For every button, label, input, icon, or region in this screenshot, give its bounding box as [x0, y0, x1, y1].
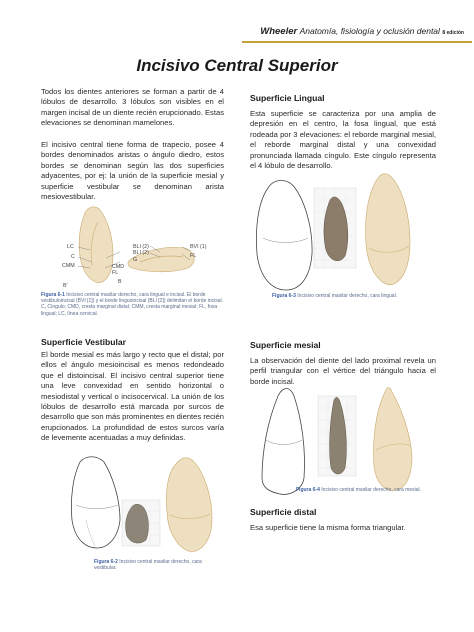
fig4-caption-title: Figura 6-4	[296, 487, 320, 493]
mesial-heading: Superficie mesial	[250, 340, 321, 350]
page-title: Incisivo Central Superior	[136, 56, 338, 75]
fig4-caption-text: Incisivo central maxilar derecho, cara mesial.	[321, 487, 422, 493]
mesial-text: La observación del diente del lado proximal revela un perfil triangular con el vértice del triángulo hacia el borde incisal.	[250, 356, 436, 386]
fig1-label: FL	[190, 253, 197, 259]
fig1-label: FL	[112, 270, 119, 276]
header-edition: 8 edición	[442, 30, 464, 36]
fig1-label: G	[133, 257, 138, 263]
vestibular-text: El borde mesial es más largo y recto que el distal; por ellos el ángulo mesioincisal es menos redondeado que el distoincisal. El incisivo central superior tiene una leve convexidad en sentido horizontal o mesiodistal y vertical o incisocervical. La unión de los lóbulos de desarrollo está marcada por surcos de desarrollo que son más prominentes en dientes recién erupcionados. La profundidad de estos surcos varía de levemente acentuadas a muy definidas.	[41, 350, 224, 443]
figure-6-4-caption	[296, 487, 436, 493]
fig1-label: LC	[67, 244, 74, 250]
intro-paragraph-1: Todos los dientes anteriores se forman a partir de 4 lóbulos de desarrollo. 3 lóbulos son visibles en el margen incisal de un diente recién erupcionado. Estas elevaciones se denominan mamelones.	[41, 87, 224, 128]
fig1-label: B'	[63, 283, 68, 289]
fig1-label: BLI (2)	[133, 244, 149, 250]
fig3-caption-title: Figura 6-3	[272, 293, 296, 299]
fig1-label: CMM	[62, 263, 75, 269]
header-brand: Wheeler	[260, 26, 298, 37]
distal-text: Esa superficie tiene la misma forma triangular.	[250, 523, 406, 532]
intro-paragraph-2: El incisivo central tiene forma de trapecio, posee 4 bordes denominados aristas o ángulo diedro, estos bordes se denominan según las dos superficies adyacentes, por ej: la unión de la superficie mesial y superficie vestibular se denominan arista mesiovestibular.	[41, 140, 224, 202]
distal-heading: Superficie distal	[250, 507, 317, 517]
fig1-label: BVI (1)	[190, 244, 207, 250]
vestibular-heading: Superficie Vestibular	[41, 337, 127, 347]
lingual-text: Esta superficie se caracteriza por una amplia de depresión en el centro, la fosa lingual, que está rodeada por 3 elevaciones: el reborde marginal mesial, el reborde marginal distal y una convexidad pronunciada llamada cíngulo. Este cíngulo representa el 4 lóbulo de desarrollo.	[250, 109, 436, 171]
fig2-caption-text: Incisivo central maxilar derecho, cara vestibular.	[94, 559, 202, 572]
fig1-caption-text: Incisivo central maxilar derecho, cara lingual e incisal. El borde vestibuloincisal (BVI [1]) y el borde linguoincisal (BLI [2]) delimitan el borde incisal. C, Cíngulo; CMD, cresta marginal distal; CMM, cresta marginal mesial; FL, fosa lingual; LC, línea cervical.	[41, 292, 224, 317]
fig1-caption-title: Figura 6-1	[41, 292, 65, 298]
header-subtitle: Anatomía, fisiología y oclusión dental	[299, 26, 440, 36]
fig3-caption-text: Incisivo central maxilar derecho, cara lingual.	[297, 293, 398, 299]
lingual-heading: Superficie Lingual	[250, 93, 325, 103]
fig1-label: BLI (2)	[133, 250, 149, 256]
fig2-caption-title: Figura 6-2	[94, 559, 118, 565]
fig1-label: B	[118, 279, 122, 285]
fig1-label: C	[71, 254, 75, 260]
fig1-label: CMD	[112, 264, 125, 270]
